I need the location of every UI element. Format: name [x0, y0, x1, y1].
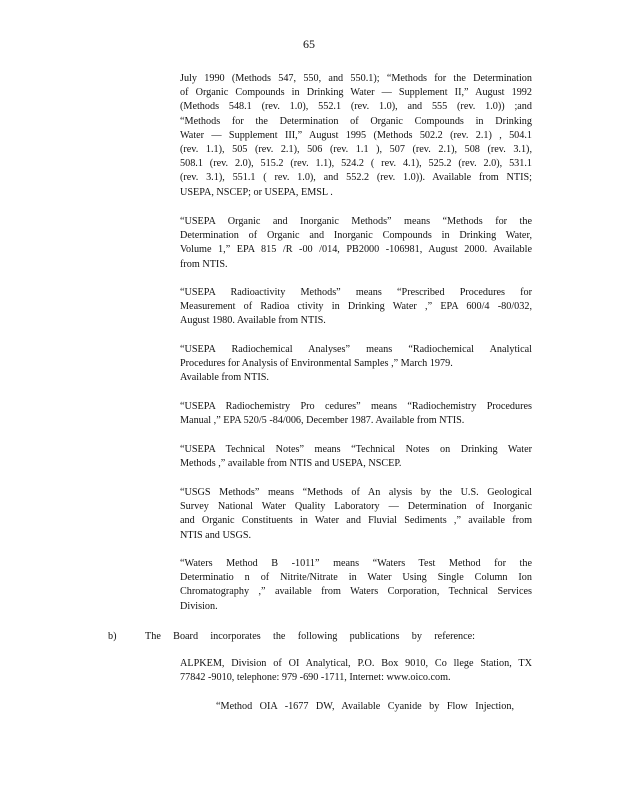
text-line: Determination of Organic and Inorganic Compounds in Drinking Water, [180, 230, 532, 242]
text-line: Available from NTIS. [180, 372, 269, 384]
text-line: NTIS and USGS. [180, 529, 252, 541]
text-line: “USEPA Radiochemistry Pro cedures” means “Radiochemistry Procedures [180, 401, 532, 412]
text-line: and Organic Constituents in Water and Fluvial Sediments ,” available from [180, 515, 532, 527]
subsection-marker: b) [108, 631, 117, 642]
paragraph-alpkem [180, 657, 532, 685]
text-line: Volume 1,” EPA 815 /R -00 /014, PB2000 -106981, August 2000. Available [180, 244, 532, 256]
text-line: USEPA, NSCEP; or USEPA, EMSL . [180, 186, 333, 198]
paragraph-usepa-technical-notes [180, 443, 532, 471]
paragraph-method-oia [216, 700, 514, 714]
text-line: August 1980. Available from NTIS. [180, 315, 326, 327]
text-line: Methods ,” available from NTIS and USEPA, NSCEP. [180, 458, 402, 470]
text-line: Water — Supplement III,” August 1995 (Methods 502.2 (rev. 2.1) , 504.1 [180, 129, 532, 141]
text-line: ALPKEM, Division of OI Analytical, P.O. Box 9010, Co llege Station, TX [180, 658, 532, 669]
text-line: “USEPA Radiochemical Analyses” means “Radiochemical Analytical [180, 344, 532, 355]
text-line: Chromatography ,” available from Waters Corporation, Technical Services [180, 586, 532, 598]
text-line: 77842 -9010, telephone: 979 -690 -1711, Internet: www.oico.com. [180, 672, 451, 684]
paragraph-methods-continuation [180, 72, 532, 200]
text-line: of Organic Compounds in Drinking Water — Supplement II,” August 1992 [180, 87, 532, 99]
text-line: Survey National Water Quality Laboratory — Determination of Inorganic [180, 501, 532, 513]
text-line: “USGS Methods” means “Methods of An alysis by the U.S. Geological [180, 487, 532, 498]
text-line: Measurement of Radioa ctivity in Drinking Water ,” EPA 600/4 -80/032, [180, 301, 532, 313]
text-line: July 1990 (Methods 547, 550, and 550.1); “Methods for the Determination [180, 73, 532, 84]
paragraph-usepa-radioactivity [180, 286, 532, 329]
text-line: “Methods for the Determination of Organic Compounds in Drinking [180, 115, 532, 127]
text-line: “USEPA Radioactivity Methods” means “Prescribed Procedures for [180, 287, 532, 298]
text-line: “Waters Method B -1011” means “Waters Test Method for the [180, 558, 532, 569]
text-line: Determinatio n of Nitrite/Nitrate in Water Using Single Column Ion [180, 572, 532, 584]
text-line: 508.1 (rev. 2.0), 515.2 (rev. 1.1), 524.2 ( rev. 4.1), 525.2 (rev. 2.0), 531.1 [180, 158, 532, 170]
text-line: Manual ,” EPA 520/5 -84/006, December 1987. Available from NTIS. [180, 415, 465, 427]
text-line: “USEPA Organic and Inorganic Methods” means “Methods for the [180, 216, 532, 227]
paragraph-usepa-radiochemistry [180, 400, 532, 428]
text-line: (Methods 548.1 (rev. 1.0), 552.1 (rev. 1.0), and 555 (rev. 1.0)) ;and [180, 101, 532, 113]
text-line: “USEPA Technical Notes” means “Technical Notes on Drinking Water [180, 444, 532, 455]
text-line: (rev. 3.1), 551.1 ( rev. 1.0), and 552.2 (rev. 1.0)). Available from NTIS; [180, 172, 532, 184]
page-number: 65 [303, 37, 315, 51]
text-line: “Method OIA -1677 DW, Available Cyanide by Flow Injection, [216, 701, 514, 712]
paragraph-usgs-methods [180, 486, 532, 543]
paragraph-usepa-organic-inorganic [180, 215, 532, 272]
text-line: Division. [180, 600, 218, 612]
paragraph-waters-method [180, 557, 532, 614]
subsection-text: The Board incorporates the following publications by reference: [145, 631, 475, 642]
text-line: (rev. 1.1), 505 (rev. 2.1), 506 (rev. 1.1 ), 507 (rev. 2.1), 508 (rev. 3.1), [180, 144, 532, 156]
text-line: Procedures for Analysis of Environmental Samples ,” March 1979. [180, 358, 453, 370]
text-line: from NTIS. [180, 258, 228, 270]
paragraph-usepa-radiochemical [180, 343, 532, 386]
